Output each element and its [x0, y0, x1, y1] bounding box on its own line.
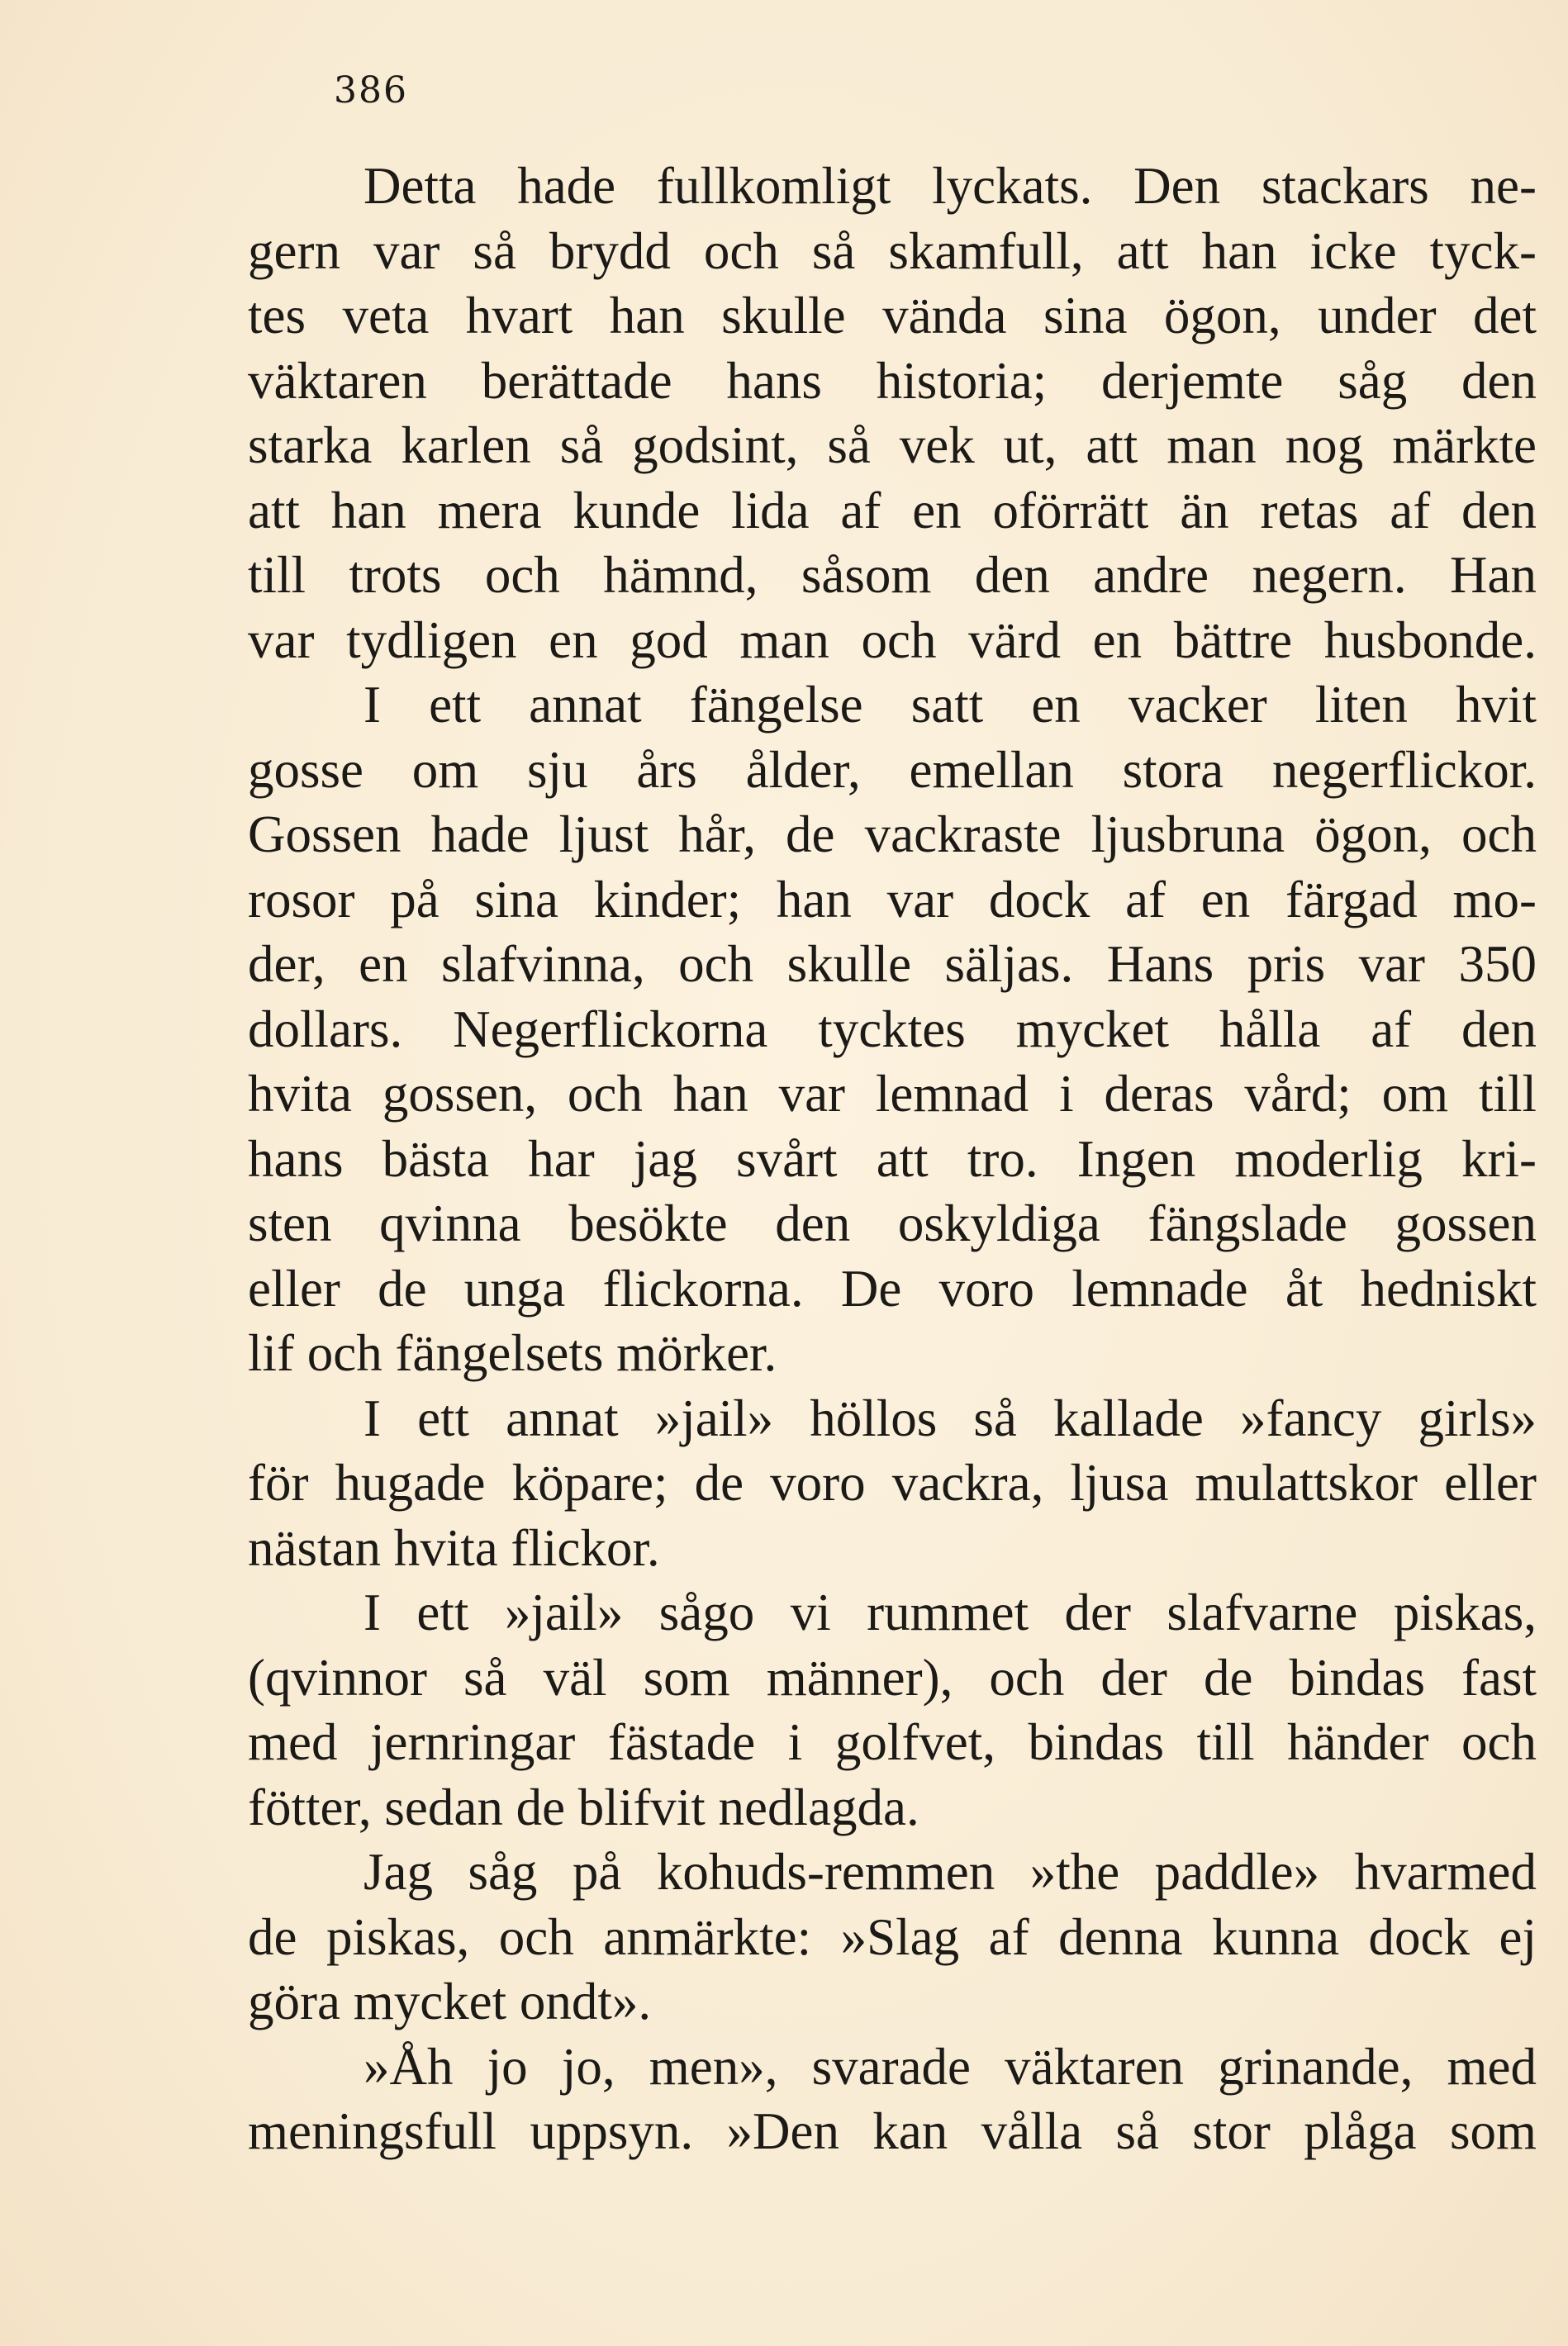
- text-line: der, en slafvinna, och skulle säljas. Hans pris var 350: [248, 935, 1537, 993]
- text-line: fötter, sedan de blifvit nedlagda.: [248, 1778, 919, 1836]
- text-line: för hugade köpare; de voro vackra, ljusa mulattskor eller: [248, 1454, 1537, 1512]
- text-line: med jernringar fästade i golfvet, bindas till händer och: [248, 1713, 1537, 1771]
- text-line: sten qvinna besökte den oskyldiga fängslade gossen: [248, 1194, 1537, 1252]
- text-line: Detta hade fullkomligt lyckats. Den stackars ne-: [363, 157, 1537, 215]
- text-line: I ett annat »jail» höllos så kallade »fancy girls»: [363, 1389, 1537, 1447]
- text-line: var tydligen en god man och värd en bättre husbonde.: [248, 610, 1537, 669]
- text-line: (qvinnor så väl som männer), och der de bindas fast: [248, 1648, 1537, 1707]
- text-line: väktaren berättade hans historia; derjemte såg den: [248, 351, 1537, 410]
- text-line: hans bästa har jag svårt att tro. Ingen moderlig kri-: [248, 1129, 1537, 1188]
- text-line: I ett »jail» sågo vi rummet der slafvarne piskas,: [363, 1584, 1537, 1641]
- text-line: till trots och hämnd, såsom den andre negern. Han: [248, 546, 1537, 604]
- text-line: eller de unga flickorna. De voro lemnade åt hedniskt: [248, 1259, 1537, 1318]
- text-line: nästan hvita flickor.: [248, 1518, 660, 1577]
- text-line: gosse om sju års ålder, emellan stora negerflickor.: [248, 740, 1537, 799]
- text-line: lif och fängelsets mörker.: [248, 1324, 777, 1382]
- text-line: rosor på sina kinder; han var dock af en färgad mo-: [248, 870, 1537, 928]
- text-line: meningsfull uppsyn. »Den kan vålla så stor plåga som: [248, 2102, 1537, 2160]
- text-line: I ett annat fängelse satt en vacker liten hvit: [363, 676, 1537, 734]
- text-line: göra mycket ondt».: [248, 1973, 652, 2030]
- text-line: att han mera kunde lida af en oförrätt än retas af den: [248, 481, 1537, 539]
- page-number: 386: [334, 69, 408, 112]
- text-line: Gossen hade ljust hår, de vackraste ljusbruna ögon, och: [248, 805, 1537, 863]
- text-line: hvita gossen, och han var lemnad i deras vård; om till: [248, 1065, 1537, 1123]
- text-line: Jag såg på kohuds-remmen »the paddle» hvarmed: [363, 1843, 1537, 1901]
- text-line: de piskas, och anmärkte: »Slag af denna kunna dock ej: [248, 1907, 1537, 1966]
- text-line: tes veta hvart han skulle vända sina ögon, under det: [248, 287, 1537, 344]
- text-line: gern var så brydd och så skamfull, att han icke tyck-: [248, 221, 1537, 280]
- text-line: »Åh jo jo, men», svarade väktaren grinande, med: [363, 2037, 1537, 2096]
- body-text: [248, 154, 1537, 2164]
- text-line: starka karlen så godsint, så vek ut, att man nog märkte: [248, 416, 1537, 474]
- text-line: dollars. Negerflickorna tycktes mycket hålla af den: [248, 1000, 1537, 1058]
